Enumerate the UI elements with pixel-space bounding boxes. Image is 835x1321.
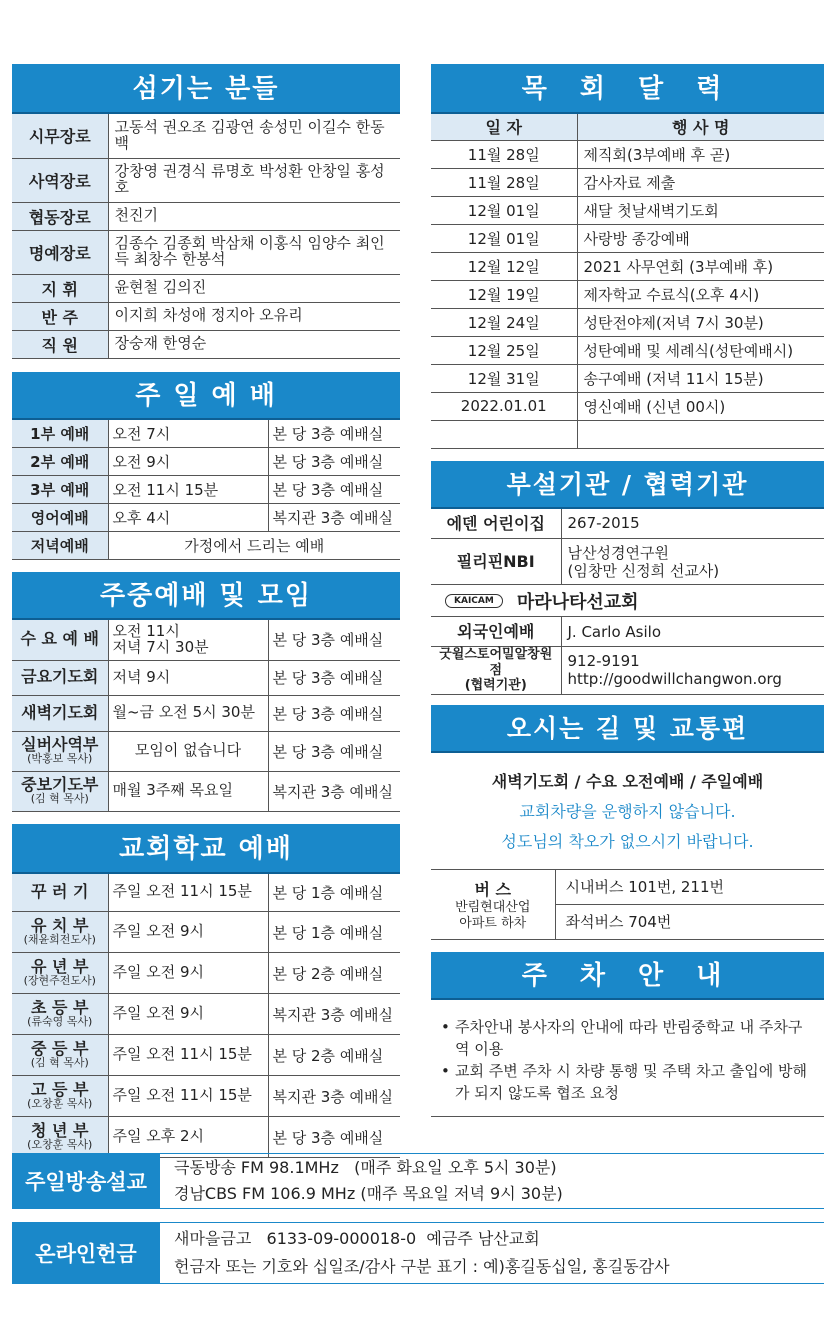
calendar-event: 성탄전야제(저녁 7시 30분) xyxy=(577,308,824,336)
serving-label: 지 휘 xyxy=(12,274,108,302)
partner-value: J. Carlo Asilo xyxy=(561,617,824,647)
directions-line3: 성도님의 착오가 없으시기 바랍니다. xyxy=(501,831,754,851)
sunday-place: 본 당 3층 예배실 xyxy=(268,420,400,448)
weekday-sub: (박홍보 목사) xyxy=(27,752,93,766)
school-label-cell xyxy=(12,1117,108,1158)
offering-line1: 새마을금고 6133-09-000018-0 예금주 남산교회 xyxy=(174,1229,540,1248)
school-sub: (채윤희전도사) xyxy=(23,933,96,947)
weekday-label: 금요기도회 xyxy=(21,667,99,687)
calendar-date xyxy=(431,420,577,448)
calendar-table xyxy=(431,114,824,449)
parking-list xyxy=(431,1000,824,1117)
school-table xyxy=(12,874,400,1159)
partner-label: 필리핀NBI xyxy=(431,539,561,585)
calendar-row xyxy=(431,252,824,280)
weekday-row xyxy=(12,731,400,771)
broadcast-label: 주일방송설교 xyxy=(12,1154,160,1208)
calendar-event: 2021 사무연회 (3부예배 후) xyxy=(577,252,824,280)
sunday-worship-table xyxy=(12,420,400,561)
calendar-date: 12월 25일 xyxy=(431,336,577,364)
calendar-header-row xyxy=(431,114,824,140)
directions-line1: 새벽기도회 / 수요 오전예배 / 주일예배 xyxy=(491,771,764,791)
partner-row xyxy=(431,539,824,585)
sunday-place: 복지관 3층 예배실 xyxy=(268,504,400,532)
weekday-title: 주중예배 및 모임 xyxy=(12,572,400,620)
calendar-event: 감사자료 제출 xyxy=(577,168,824,196)
school-row xyxy=(12,1076,400,1117)
school-label: 유 치 부 xyxy=(30,915,89,935)
serving-title: 섬기는 분들 xyxy=(12,64,400,114)
weekday-row xyxy=(12,660,400,695)
sunday-label: 2부 예배 xyxy=(12,448,108,476)
school-time: 주일 오후 2시 xyxy=(108,1117,268,1158)
weekday-place: 복지관 3층 예배실 xyxy=(268,771,400,811)
calendar-date: 12월 31일 xyxy=(431,364,577,392)
weekday-label-cell xyxy=(12,771,108,811)
calendar-row xyxy=(431,308,824,336)
broadcast-bar xyxy=(12,1153,824,1209)
school-sub: (오창훈 목사) xyxy=(27,1097,93,1111)
calendar-date: 12월 24일 xyxy=(431,308,577,336)
offering-lines xyxy=(160,1223,670,1283)
serving-value: 김종수 김종회 박삼채 이홍식 임양수 최인득 최창수 한봉석 xyxy=(108,230,400,274)
partners-table xyxy=(431,509,824,695)
parking-item: • 주차안내 봉사자의 안내에 따라 반림중학교 내 주차구역 이용 xyxy=(441,1016,816,1060)
sunday-row xyxy=(12,476,400,504)
calendar-date: 11월 28일 xyxy=(431,168,577,196)
offering-bar xyxy=(12,1222,824,1284)
partner-value: 남산성경연구원 (임창만 신정희 선교사) xyxy=(561,539,824,585)
school-label: 초 등 부 xyxy=(30,997,89,1017)
calendar-col-date: 일 자 xyxy=(431,114,577,140)
weekday-label-cell xyxy=(12,731,108,771)
sunday-row xyxy=(12,448,400,476)
directions-title: 오시는 길 및 교통편 xyxy=(431,705,824,753)
calendar-row xyxy=(431,364,824,392)
parking-title: 주 차 안 내 xyxy=(431,952,824,1000)
serving-value: 이지희 차성애 정지아 오유리 xyxy=(108,302,400,330)
sunday-time: 오전 11시 15분 xyxy=(108,476,268,504)
partner-label: 외국인예배 xyxy=(431,617,561,647)
calendar-date: 12월 12일 xyxy=(431,252,577,280)
school-time: 주일 오전 11시 15분 xyxy=(108,874,268,912)
serving-value: 강창영 권경식 류명호 박성환 안창일 홍성호 xyxy=(108,158,400,202)
weekday-time: 오전 11시 저녁 7시 30분 xyxy=(108,620,268,660)
school-row xyxy=(12,1035,400,1076)
serving-row xyxy=(12,158,400,202)
broadcast-lines xyxy=(160,1154,563,1208)
school-time: 주일 오전 9시 xyxy=(108,953,268,994)
kaicam-logo: KAICAM xyxy=(445,594,503,608)
bus-line2: 좌석버스 704번 xyxy=(555,904,824,939)
weekday-time: 매월 3주째 목요일 xyxy=(108,771,268,811)
calendar-date: 2022.01.01 xyxy=(431,392,577,420)
sunday-row xyxy=(12,420,400,448)
serving-label: 직 원 xyxy=(12,330,108,358)
partner-label: 에덴 어린이집 xyxy=(431,509,561,539)
serving-label: 반 주 xyxy=(12,302,108,330)
school-time: 주일 오전 11시 15분 xyxy=(108,1076,268,1117)
school-row xyxy=(12,994,400,1035)
school-label: 유 년 부 xyxy=(30,956,89,976)
sunday-time: 오후 4시 xyxy=(108,504,268,532)
serving-value: 고동석 권오조 김광연 송성민 이길수 한동백 xyxy=(108,114,400,158)
kaicam-cell xyxy=(431,585,824,617)
sunday-place: 본 당 3층 예배실 xyxy=(268,476,400,504)
sunday-row xyxy=(12,504,400,532)
serving-row xyxy=(12,302,400,330)
school-label: 청 년 부 xyxy=(30,1120,89,1140)
partner-row xyxy=(431,617,824,647)
serving-label: 사역장로 xyxy=(12,158,108,202)
calendar-row xyxy=(431,280,824,308)
school-row xyxy=(12,912,400,953)
serving-label: 명예장로 xyxy=(12,230,108,274)
school-place: 복지관 3층 예배실 xyxy=(268,1076,400,1117)
calendar-row xyxy=(431,392,824,420)
bus-label-cell xyxy=(431,869,555,939)
school-label-cell xyxy=(12,1035,108,1076)
evening-label: 저녁예배 xyxy=(12,532,108,560)
weekday-table xyxy=(12,620,400,812)
partner-row xyxy=(431,647,824,695)
school-label: 고 등 부 xyxy=(30,1079,89,1099)
school-sub: (장현주전도사) xyxy=(23,974,96,988)
serving-row xyxy=(12,114,400,158)
school-row xyxy=(12,874,400,912)
school-place: 본 당 3층 예배실 xyxy=(268,1117,400,1158)
school-time: 주일 오전 9시 xyxy=(108,912,268,953)
calendar-row xyxy=(431,336,824,364)
bus-table xyxy=(431,869,824,940)
weekday-time: 저녁 9시 xyxy=(108,660,268,695)
school-place: 복지관 3층 예배실 xyxy=(268,994,400,1035)
sunday-time: 오전 7시 xyxy=(108,420,268,448)
serving-row xyxy=(12,230,400,274)
kaicam-row xyxy=(431,585,824,617)
calendar-event: 제자학교 수료식(오후 4시) xyxy=(577,280,824,308)
calendar-row xyxy=(431,224,824,252)
calendar-event: 사랑방 종강예배 xyxy=(577,224,824,252)
serving-label: 협동장로 xyxy=(12,202,108,230)
weekday-label-cell xyxy=(12,660,108,695)
sunday-evening-row xyxy=(12,532,400,560)
weekday-row xyxy=(12,620,400,660)
school-place: 본 당 1층 예배실 xyxy=(268,912,400,953)
school-place: 본 당 2층 예배실 xyxy=(268,1035,400,1076)
school-label-cell xyxy=(12,994,108,1035)
left-column xyxy=(12,64,400,1158)
school-label-cell xyxy=(12,953,108,994)
calendar-event: 성탄예배 및 세례식(성탄예배시) xyxy=(577,336,824,364)
bus-line1: 시내버스 101번, 211번 xyxy=(555,869,824,904)
calendar-row xyxy=(431,196,824,224)
calendar-row xyxy=(431,140,824,168)
calendar-event: 송구예배 (저녁 11시 15분) xyxy=(577,364,824,392)
school-place: 본 당 1층 예배실 xyxy=(268,874,400,912)
school-place: 본 당 2층 예배실 xyxy=(268,953,400,994)
sunday-label: 3부 예배 xyxy=(12,476,108,504)
calendar-event: 제직회(3부예배 후 곧) xyxy=(577,140,824,168)
weekday-label-cell xyxy=(12,695,108,731)
partner-row xyxy=(431,509,824,539)
broadcast-line1: 극동방송 FM 98.1MHz (매주 화요일 오후 5시 30분) xyxy=(174,1158,557,1177)
serving-row xyxy=(12,330,400,358)
calendar-date: 12월 19일 xyxy=(431,280,577,308)
weekday-time: 월~금 오전 5시 30분 xyxy=(108,695,268,731)
offering-label: 온라인헌금 xyxy=(12,1223,160,1283)
directions-line2: 교회차량을 운행하지 않습니다. xyxy=(519,801,736,821)
partner-value: 912-9191 http://goodwillchangwon.org xyxy=(561,647,824,695)
serving-value: 천진기 xyxy=(108,202,400,230)
weekday-label-cell xyxy=(12,620,108,660)
weekday-time: 모임이 없습니다 xyxy=(108,731,268,771)
school-sub: (오창훈 목사) xyxy=(27,1138,93,1152)
school-label-cell xyxy=(12,1076,108,1117)
weekday-row xyxy=(12,695,400,731)
sunday-worship-title: 주 일 예 배 xyxy=(12,372,400,420)
sunday-label: 1부 예배 xyxy=(12,420,108,448)
school-label-cell xyxy=(12,912,108,953)
school-time: 주일 오전 11시 15분 xyxy=(108,1035,268,1076)
weekday-label: 수 요 예 배 xyxy=(20,629,100,649)
evening-value: 가정에서 드리는 예배 xyxy=(108,532,400,560)
offering-line2: 헌금자 또는 기호와 십일조/감사 구분 표기 : 예)홍길동십일, 홍길동감사 xyxy=(174,1257,670,1276)
partner-label: 굿윌스토어밀알창원점 (협력기관) xyxy=(431,647,561,695)
serving-row xyxy=(12,274,400,302)
calendar-event: 새달 첫날새벽기도회 xyxy=(577,196,824,224)
calendar-event xyxy=(577,420,824,448)
school-row xyxy=(12,1117,400,1158)
school-label: 꾸 러 기 xyxy=(30,881,89,901)
calendar-col-event: 행 사 명 xyxy=(577,114,824,140)
school-sub: (김 혁 목사) xyxy=(30,1056,89,1070)
partner-value: 267-2015 xyxy=(561,509,824,539)
weekday-label: 실버사역부 xyxy=(21,734,99,754)
calendar-date: 12월 01일 xyxy=(431,196,577,224)
school-time: 주일 오전 9시 xyxy=(108,994,268,1035)
calendar-title: 목 회 달 력 xyxy=(431,64,824,114)
weekday-place: 본 당 3층 예배실 xyxy=(268,620,400,660)
bus-label: 버 스 xyxy=(474,880,511,900)
calendar-date: 11월 28일 xyxy=(431,140,577,168)
broadcast-line2: 경남CBS FM 106.9 MHz (매주 목요일 저녁 9시 30분) xyxy=(174,1184,563,1203)
weekday-sub: (김 혁 목사) xyxy=(30,792,89,806)
directions-notice xyxy=(431,753,824,869)
partners-title: 부설기관 / 협력기관 xyxy=(431,461,824,509)
school-sub: (류숙영 목사) xyxy=(27,1015,93,1029)
sunday-time: 오전 9시 xyxy=(108,448,268,476)
serving-value: 장숭재 한영순 xyxy=(108,330,400,358)
weekday-label: 중보기도부 xyxy=(21,774,99,794)
calendar-event: 영신예배 (신년 00시) xyxy=(577,392,824,420)
calendar-row xyxy=(431,168,824,196)
serving-label: 시무장로 xyxy=(12,114,108,158)
bus-sub: 반림현대산업 아파트 하차 xyxy=(455,900,531,931)
serving-row xyxy=(12,202,400,230)
sunday-label: 영어예배 xyxy=(12,504,108,532)
weekday-place: 본 당 3층 예배실 xyxy=(268,695,400,731)
weekday-place: 본 당 3층 예배실 xyxy=(268,731,400,771)
weekday-row xyxy=(12,771,400,811)
school-title: 교회학교 예배 xyxy=(12,824,400,874)
school-label-cell xyxy=(12,874,108,912)
calendar-row xyxy=(431,420,824,448)
weekday-place: 본 당 3층 예배실 xyxy=(268,660,400,695)
parking-item: • 교회 주변 주차 시 차량 통행 및 주택 차고 출입에 방해가 되지 않도록 협조 요청 xyxy=(441,1060,816,1104)
kaicam-name: 마라나타선교회 xyxy=(516,591,639,613)
serving-value: 윤현철 김의진 xyxy=(108,274,400,302)
serving-table xyxy=(12,114,400,359)
sunday-place: 본 당 3층 예배실 xyxy=(268,448,400,476)
school-label: 중 등 부 xyxy=(30,1038,89,1058)
weekday-label: 새벽기도회 xyxy=(21,702,99,722)
school-row xyxy=(12,953,400,994)
calendar-date: 12월 01일 xyxy=(431,224,577,252)
right-column xyxy=(431,64,824,1117)
